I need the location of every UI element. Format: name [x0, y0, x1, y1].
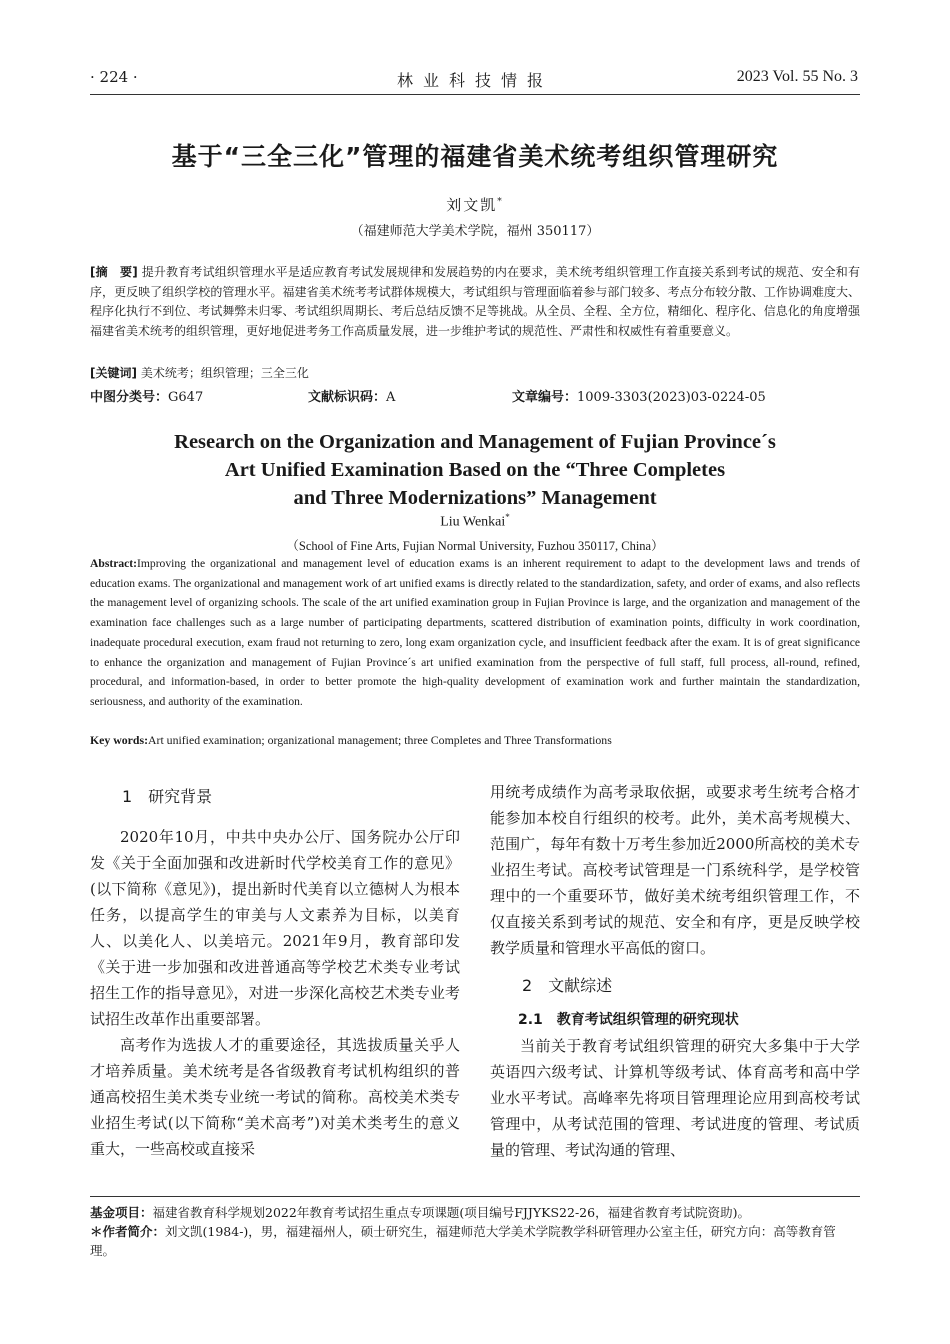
section-1-heading: 1 研究背景	[122, 787, 213, 806]
section-2-1-heading: 2.1 教育考试组织管理的研究现状	[518, 1012, 739, 1028]
clc-label: 中图分类号：	[90, 390, 169, 405]
doc-code-value: A	[386, 390, 396, 405]
title-en-line: Research on the Organization and Management of Fujian Province´s	[174, 431, 776, 453]
body-left-column	[90, 784, 460, 1162]
author-bio-label: ＊作者简介：	[90, 1224, 166, 1239]
affiliation-en: （School of Fine Arts, Fujian Normal University, Fuzhou 350117, China）	[286, 539, 664, 553]
keywords-cn-text: 美术统考；组织管理；三全三化	[140, 366, 309, 380]
article-number-label: 文章编号：	[512, 390, 578, 405]
header-rule	[90, 94, 860, 95]
author-note	[90, 1222, 860, 1260]
fund-text: 福建省教育科学规划2022年教育考试招生重点专项课题(项目编号FJJYKS22-26，福建省教育考试院资助)。	[152, 1205, 750, 1220]
abstract-cn	[90, 263, 860, 341]
doc-code-label: 文献标识码：	[308, 390, 387, 405]
abstract-en-text: Improving the organizational and management level of education exams is an inherent requirement to adapt to the development laws and trends of education exams. The organizational and management work of art unified exams is directly related to the standardization, safety, and order of exams, and also reflects the management level of organizing schools. The scale of the art unified examination group in Fujian Province is large, and the organization and management of the examination face challenges such as a large number of participating departments, scattered distribution of examination points, difficulty in work coordination, inadequate procedural execution, exam fraud not returning to zero, long exam organization cycle, and insufficient feedback after the exam. It is of great significance to enhance the organization and management of Fujian Province´s art unified examination from the perspective of full staff, full process, all-round, refined, procedural, and information-based, in order to better promote the high-quality development of examination work and further maintain the standardization, seriousness, and authority of the examination.	[90, 557, 860, 708]
doc-code-field	[308, 386, 395, 405]
keywords-cn-label: [关键词]	[90, 366, 137, 380]
keywords-en-text: Art unified examination; organizational management; three Completes and Three Transformations	[148, 733, 612, 747]
author-en-mark: *	[505, 512, 510, 522]
abstract-cn-text: 提升教育考试组织管理水平是适应教育考试发展规律和发展趋势的内在要求，美术统考组织管理工作直接关系到考试的规范、安全和有序，更反映了组织学校的管理水平。福建省美术统考考试群体规模大，考试组织与管理面临着参与部门较多、考点分布较分散、工作协调难度大、程序化执行不到位、考试舞弊未归零、考试组织周期长、考后总结反馈不足等挑战。从全员、全程、全方位，精细化、程序化、信息化的角度增强福建省美术统考的组织管理，更好地促进考务工作高质量发展，进一步维护考试的规范性、严肃性和权威性有着重要意义。	[90, 265, 860, 338]
journal-name: 林业科技情报	[396, 71, 553, 90]
fund-label: 基金项目：	[90, 1205, 153, 1220]
footnotes	[90, 1203, 860, 1260]
section-2-heading: 2 文献综述	[522, 976, 613, 995]
fund-note	[90, 1203, 860, 1222]
affiliation-cn: （福建师范大学美术学院，福州 350117）	[350, 224, 600, 239]
footnote-rule	[90, 1196, 860, 1197]
title-en-line: Art Unified Examination Based on the “Three Completes	[224, 459, 726, 481]
keywords-cn	[90, 364, 860, 381]
keywords-en-label: Key words:	[90, 733, 148, 747]
page-number: · 224 ·	[90, 68, 138, 86]
clc-field	[90, 386, 203, 405]
paragraph: 当前关于教育考试组织管理的研究大多集中于大学英语四六级考试、计算机等级考试、体育高考和高中学业水平考试。高峰率先将项目管理理论应用到高校考试管理中，从考试范围的管理、考试进度的管理、考试质量的管理、考试沟通的管理、	[490, 1037, 860, 1159]
article-number-value: 1009-3303(2023)03-0224-05	[577, 390, 766, 405]
journal-issue: 2023 Vol. 55 No. 3	[736, 68, 858, 85]
article-number-field	[512, 386, 766, 405]
author-bio-text: 刘文凯(1984-)，男，福建福州人，硕士研究生，福建师范大学美术学院教学科研管理办公室主任，研究方向：高等教育管理。	[90, 1224, 836, 1258]
title-cn: 基于“三全三化”管理的福建省美术统考组织管理研究	[171, 142, 779, 171]
author-cn: 刘文凯	[446, 196, 498, 214]
author-en: Liu Wenkai	[440, 514, 506, 530]
abstract-en	[90, 554, 860, 712]
keywords-en	[90, 733, 860, 748]
author-en-line	[0, 512, 950, 531]
body-right-column	[490, 779, 860, 1163]
title-en	[0, 428, 950, 512]
abstract-en-label: Abstract:	[90, 557, 138, 570]
clc-value: G647	[168, 390, 204, 405]
title-en-line: and Three Modernizations” Management	[293, 487, 657, 509]
paragraph: 2020年10月，中共中央办公厅、国务院办公厅印发《关于全面加强和改进新时代学校美育工作的意见》(以下简称《意见》)，提出新时代美育以立德树人为根本任务，以提高学生的审美与人文素养为目标，以美育人、以美化人、以美培元。2021年9月，教育部印发《关于进一步加强和改进普通高等学校艺术类专业考试招生工作的指导意见》，对进一步深化高校艺术类专业考试招生改革作出重要部署。	[90, 828, 460, 1028]
paragraph: 用统考成绩作为高考录取依据，或要求考生统考合格才能参加本校自行组织的校考。此外，美术高考规模大、范围广，每年有数十万考生参加近2000所高校的美术专业招生考试。高校考试管理是一门系统科学，是学校管理中的一个重要环节，做好美术统考组织管理工作，不仅直接关系到考试的规范、安全和有序，更是反映学校教学质量和管理水平高低的窗口。	[490, 783, 860, 957]
paragraph: 高考作为选拔人才的重要途径，其选拔质量关乎人才培养质量。美术统考是各省级教育考试机构组织的普通高校招生美术类专业统一考试的简称。高校美术类专业招生考试(以下简称“美术高考”)对美术类考生的意义重大，一些高校或直接采	[90, 1036, 460, 1158]
author-cn-line	[0, 194, 950, 215]
author-mark: *	[497, 197, 504, 207]
abstract-cn-label: [摘 要]	[90, 265, 138, 279]
